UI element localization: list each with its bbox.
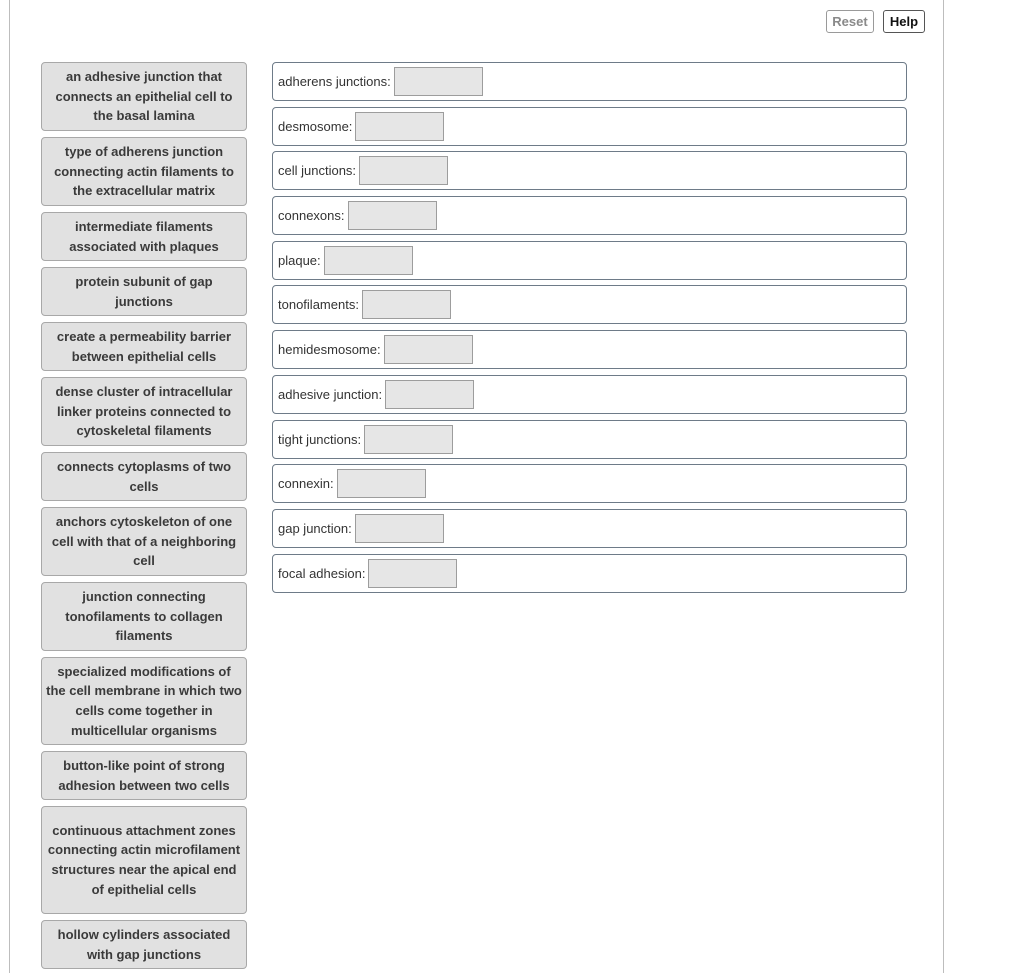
definition-tile[interactable]: protein subunit of gap junctions: [41, 267, 247, 316]
term-row: [272, 62, 907, 101]
term-label: tight junctions:: [278, 431, 362, 447]
term-row: [272, 107, 907, 146]
term-row: [272, 509, 907, 548]
term-row: [272, 285, 907, 324]
term-row: [272, 554, 907, 593]
definition-tile[interactable]: button-like point of strong adhesion between two cells: [41, 751, 247, 800]
definition-tile[interactable]: create a permeability barrier between epithelial cells: [41, 322, 247, 371]
drop-target[interactable]: [337, 469, 426, 498]
term-label: tonofilaments:: [278, 297, 359, 313]
definition-tile[interactable]: hollow cylinders associated with gap junctions: [41, 920, 247, 969]
definition-tile[interactable]: dense cluster of intracellular linker proteins connected to cytoskeletal filaments: [41, 377, 247, 446]
term-label: focal adhesion:: [278, 565, 366, 581]
term-row: [272, 196, 907, 235]
drop-target[interactable]: [364, 425, 453, 454]
term-label: adherens junctions:: [278, 74, 391, 89]
reset-button[interactable]: Reset: [826, 10, 874, 33]
drop-target[interactable]: [394, 67, 483, 96]
definition-tile[interactable]: an adhesive junction that connects an epithelial cell to the basal lamina: [41, 62, 247, 131]
drop-target[interactable]: [384, 335, 473, 364]
term-row: [272, 420, 907, 459]
drop-target[interactable]: [368, 559, 457, 588]
term-row: [272, 241, 907, 280]
drop-target[interactable]: [359, 156, 448, 185]
help-button[interactable]: Help: [883, 10, 925, 33]
drop-target[interactable]: [348, 201, 437, 230]
term-label: desmosome:: [278, 118, 353, 134]
term-row: [272, 151, 907, 190]
definition-tile[interactable]: type of adherens junction connecting actin filaments to the extracellular matrix: [41, 137, 247, 206]
term-label: connexin:: [278, 476, 334, 492]
term-label: gap junction:: [278, 520, 352, 536]
drop-target[interactable]: [355, 514, 444, 543]
drop-target[interactable]: [385, 380, 474, 409]
definition-tile[interactable]: continuous attachment zones connecting actin microfilament structures near the apical end of epithelial cells: [41, 806, 247, 914]
drop-target[interactable]: [362, 290, 451, 319]
definition-tile[interactable]: junction connecting tonofilaments to collagen filaments: [41, 582, 247, 651]
term-label: adhesive junction:: [278, 386, 383, 402]
term-label: cell junctions:: [278, 163, 357, 179]
term-label: connexons:: [278, 208, 345, 224]
term-label: plaque:: [278, 252, 321, 268]
definition-tile-list: [41, 62, 247, 975]
definition-tile[interactable]: anchors cytoskeleton of one cell with that of a neighboring cell: [41, 507, 247, 576]
term-row: [272, 375, 907, 414]
term-label: hemidesmosome:: [278, 342, 381, 358]
definition-tile[interactable]: specialized modifications of the cell membrane in which two cells come together in multicellular organisms: [41, 657, 247, 745]
term-row: [272, 330, 907, 369]
term-target-list: [272, 62, 907, 598]
term-row: [272, 464, 907, 503]
drop-target[interactable]: [324, 246, 413, 275]
definition-tile[interactable]: connects cytoplasms of two cells: [41, 452, 247, 501]
definition-tile[interactable]: intermediate filaments associated with plaques: [41, 212, 247, 261]
drop-target[interactable]: [355, 112, 444, 141]
